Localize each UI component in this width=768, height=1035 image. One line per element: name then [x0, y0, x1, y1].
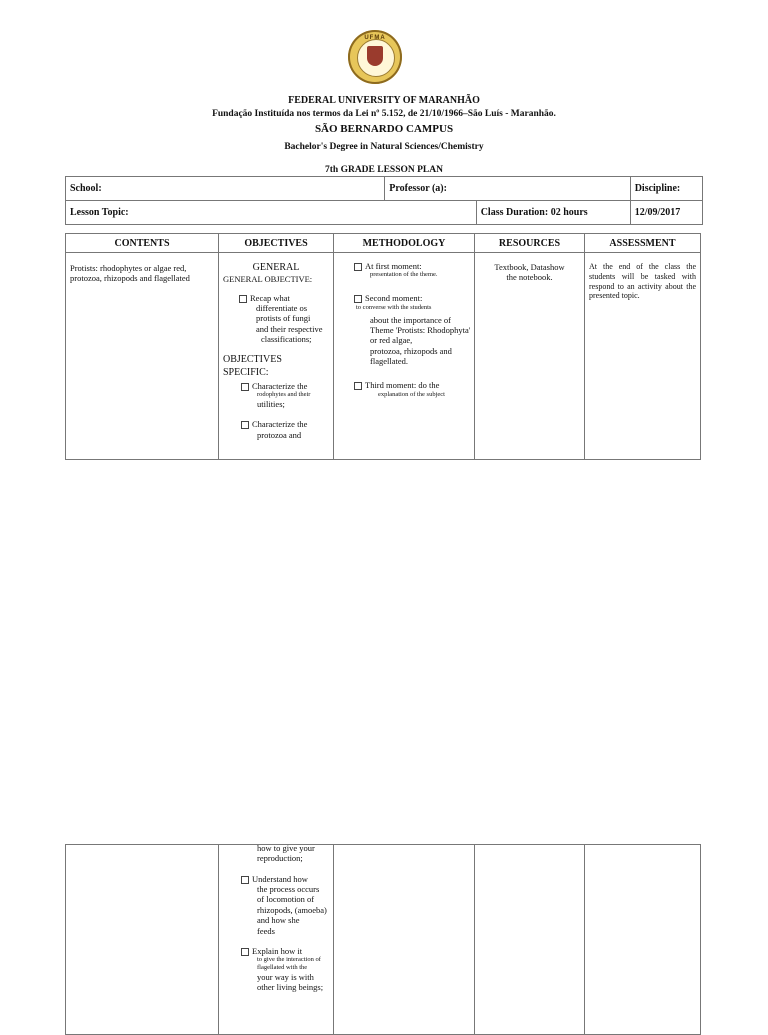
methodology-cell — [334, 253, 475, 460]
degree-line: Bachelor's Degree in Natural Sciences/Chemistry — [284, 142, 484, 152]
method-line: or red algae, — [370, 335, 413, 346]
objective-line: rhizopods, (amoeba) — [257, 904, 327, 915]
specific-label: SPECIFIC: — [223, 366, 269, 378]
bullet-icon — [241, 948, 249, 956]
objective-line: flagellated with the — [257, 964, 308, 972]
col-assessment: ASSESSMENT — [585, 234, 701, 253]
method-line: Third moment: do the — [365, 380, 440, 391]
method-line: Theme 'Protists: Rhodophyta' — [370, 324, 471, 335]
campus-name: SÃO BERNARDO CAMPUS — [314, 123, 454, 135]
resources-cell-continued — [475, 845, 585, 1035]
foundation-line: Fundação Instituída nos termos da Lei nº 5.152, de 21/10/1966–São Luís - Maranhão. — [212, 109, 556, 119]
resources-cell — [475, 253, 585, 460]
objective-line: how to give your — [257, 843, 315, 853]
logo-text: UFMA — [364, 35, 386, 41]
duration-label: Class Duration: 02 hours — [476, 201, 630, 225]
shield-icon — [367, 46, 383, 66]
university-name: FEDERAL UNIVERSITY OF MARANHÃO — [288, 95, 480, 106]
assessment-cell-continued — [585, 845, 701, 1035]
recap-line: Recap what — [250, 292, 290, 303]
objective-line: other living beings; — [257, 982, 324, 993]
assessment-text: At the end of the class the students will be tasked with respond to an activity about the presented topic. — [589, 262, 696, 301]
university-logo — [348, 30, 402, 84]
objective-line: of locomotion of — [257, 894, 315, 905]
contents-cell-continued — [66, 845, 219, 1035]
professor-label: Professor (a): — [385, 177, 630, 201]
objective-line: feeds — [257, 925, 275, 936]
lesson-plan-table-continued — [65, 844, 701, 1035]
objectives-cell-continued — [219, 845, 334, 1035]
assessment-cell — [585, 253, 701, 460]
recap-line: classifications; — [261, 333, 312, 344]
document-title: 7th GRADE LESSON PLAN — [325, 165, 443, 175]
objective-line: to give the interaction of — [257, 956, 321, 964]
objective-line: the process occurs — [257, 884, 320, 895]
col-resources: RESOURCES — [475, 234, 585, 253]
info-table — [65, 176, 703, 225]
methodology-cell-continued — [334, 845, 475, 1035]
discipline-label: Discipline: — [630, 177, 702, 201]
method-line: flagellated. — [370, 356, 408, 366]
bullet-icon — [239, 295, 247, 303]
col-objectives: OBJECTIVES — [219, 234, 334, 253]
contents-text: Protists: rhodophytes or algae red, protozoa, rhizopods and flagellated — [70, 263, 190, 284]
school-label: School: — [66, 177, 385, 201]
char-line: utilities; — [257, 399, 285, 409]
method-line: At first moment: — [365, 261, 422, 271]
recap-line: and their respective — [256, 323, 323, 334]
method-line: about the importance of — [370, 314, 451, 325]
contents-cell — [66, 253, 219, 460]
topic-label: Lesson Topic: — [66, 201, 477, 225]
method-line: Second moment: — [365, 293, 423, 304]
bullet-icon — [241, 421, 249, 429]
char-line: Characterize the — [252, 419, 308, 430]
method-line: protozoa, rhizopods and — [370, 345, 452, 356]
objective-line: Understand how — [252, 873, 308, 884]
method-line: explanation of the subject — [378, 390, 445, 398]
bullet-icon — [354, 382, 362, 390]
date-label: 12/09/2017 — [630, 201, 702, 225]
bullet-icon — [354, 295, 362, 303]
objective-line: your way is with — [257, 972, 314, 983]
method-line: to converse with the students — [356, 303, 432, 311]
recap-line: differentiate os — [256, 302, 308, 313]
char-line: Characterize the — [252, 380, 308, 391]
col-methodology: METHODOLOGY — [334, 234, 475, 253]
bullet-icon — [241, 383, 249, 391]
col-contents: CONTENTS — [66, 234, 219, 253]
resources-line: the notebook. — [506, 272, 553, 283]
method-line: presentation of the theme. — [370, 271, 438, 279]
objective-line: Explain how it — [252, 945, 303, 956]
general-objective: GENERAL OBJECTIVE: — [223, 274, 313, 285]
objective-line: reproduction; — [257, 853, 303, 864]
specific-heading: OBJECTIVES — [223, 354, 282, 366]
resources-line: Textbook, Datashow — [494, 262, 565, 272]
bullet-icon — [354, 263, 362, 271]
objectives-cell — [219, 253, 334, 460]
objective-line: and how she — [257, 915, 300, 926]
bullet-icon — [241, 876, 249, 884]
char-line: protozoa and — [257, 429, 302, 440]
char-line: rodophytes and their — [257, 391, 311, 399]
general-heading: GENERAL — [252, 262, 300, 273]
recap-line: protists of fungi — [256, 313, 311, 324]
lesson-plan-table — [65, 233, 701, 460]
